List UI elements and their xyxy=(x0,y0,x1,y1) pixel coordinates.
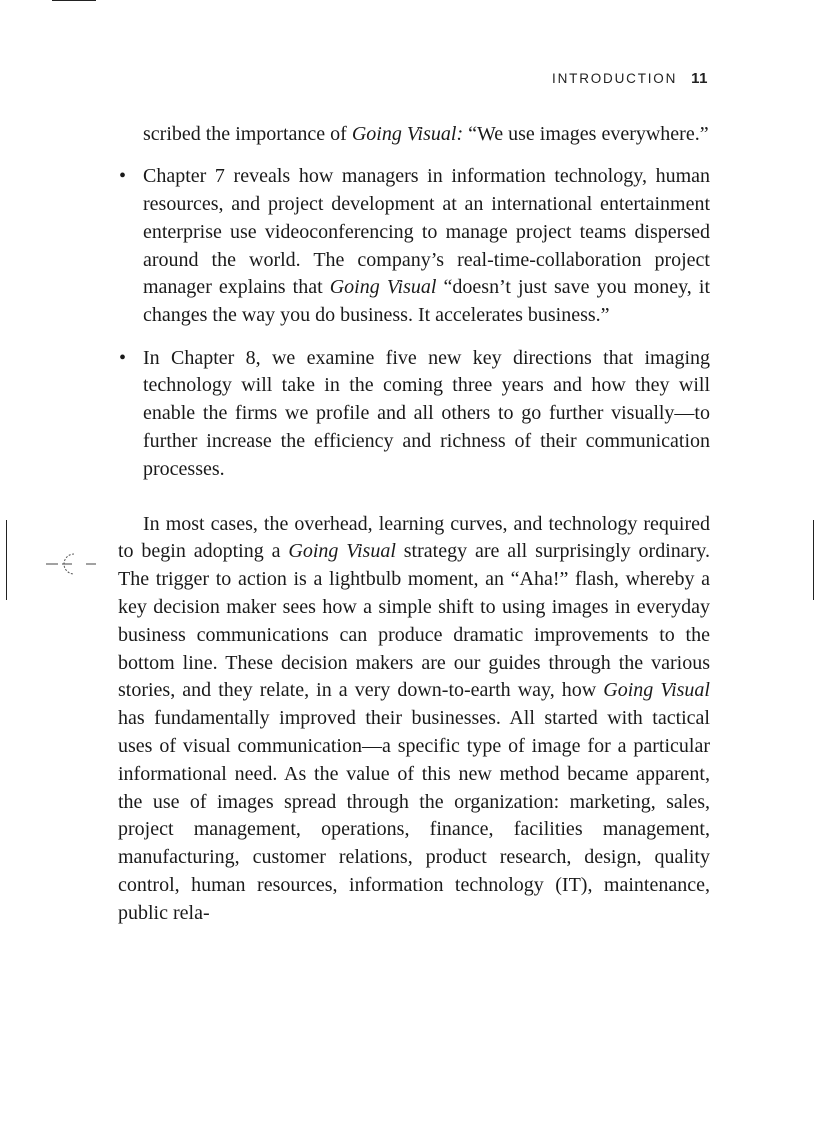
crop-mark-left xyxy=(6,520,7,600)
body-text: In most cases, the overhead, learning curves, and technology required to begin adopting a xyxy=(118,512,710,563)
running-head xyxy=(552,70,708,87)
continuation-emphasis: Going Visual: xyxy=(351,123,464,145)
section-title: INTRODUCTION xyxy=(552,71,678,86)
registration-mark-icon xyxy=(44,548,100,580)
body-text: strategy are all surprisingly ordinary. The trigger to action is a lightbulb moment, an “Aha!” flash, whereby a key decision maker sees how a simple shift to using images in everyday business communications can produce dramatic improvements to the bottom line. These decision makers are our guides through the various stories, and they relate, in a very down-to-earth way, how xyxy=(118,540,711,702)
body-emphasis: Going Visual xyxy=(288,540,396,563)
continuation-text-end: “We use images everywhere.” xyxy=(463,123,709,145)
body-emphasis: Going Visual xyxy=(603,679,710,702)
body-text: has fundamentally improved their businesses. All started with tactical uses of visual communication—a specific type of image for a particular informational need. As the value of this new method became apparent, the use of images spread through the organization: marketing, sales, project management, operations, finance, facilities management, manufacturing, customer relations, product research, design, quality control, human resources, information technology (IT), maintenance, public rela- xyxy=(118,707,710,924)
crop-mark-top xyxy=(52,0,96,1)
bullet-text: In Chapter 8, we examine five new key directions that imaging technology will take in the coming three years and how they will enable the firms we profile and all others to go further visually—to further increase the efficiency and richness of their communication processes. xyxy=(143,346,710,480)
continuation-text: scribed the importance of xyxy=(143,123,352,145)
bullet-item-chapter-8 xyxy=(118,345,710,484)
bullet-icon: • xyxy=(119,346,127,369)
bullet-icon: • xyxy=(119,165,127,188)
continuation-paragraph xyxy=(118,121,710,149)
page-number: 11 xyxy=(691,70,708,87)
bullet-item-chapter-7 xyxy=(118,163,710,330)
bullet-emphasis: Going Visual xyxy=(329,276,437,299)
crop-mark-right xyxy=(813,520,814,600)
bullet-text: Chapter 7 reveals how managers in information technology, human resources, and project development at an international entertainment enterprise use videoconferencing to manage project teams dispersed around the world. The company’s real-time-collaboration project manager explains that xyxy=(143,165,710,299)
bullet-text-end: “doesn’t just save you money, it changes the way you do business. It accelerates business.” xyxy=(143,276,710,327)
main-text xyxy=(118,121,710,928)
body-paragraph xyxy=(118,511,710,928)
